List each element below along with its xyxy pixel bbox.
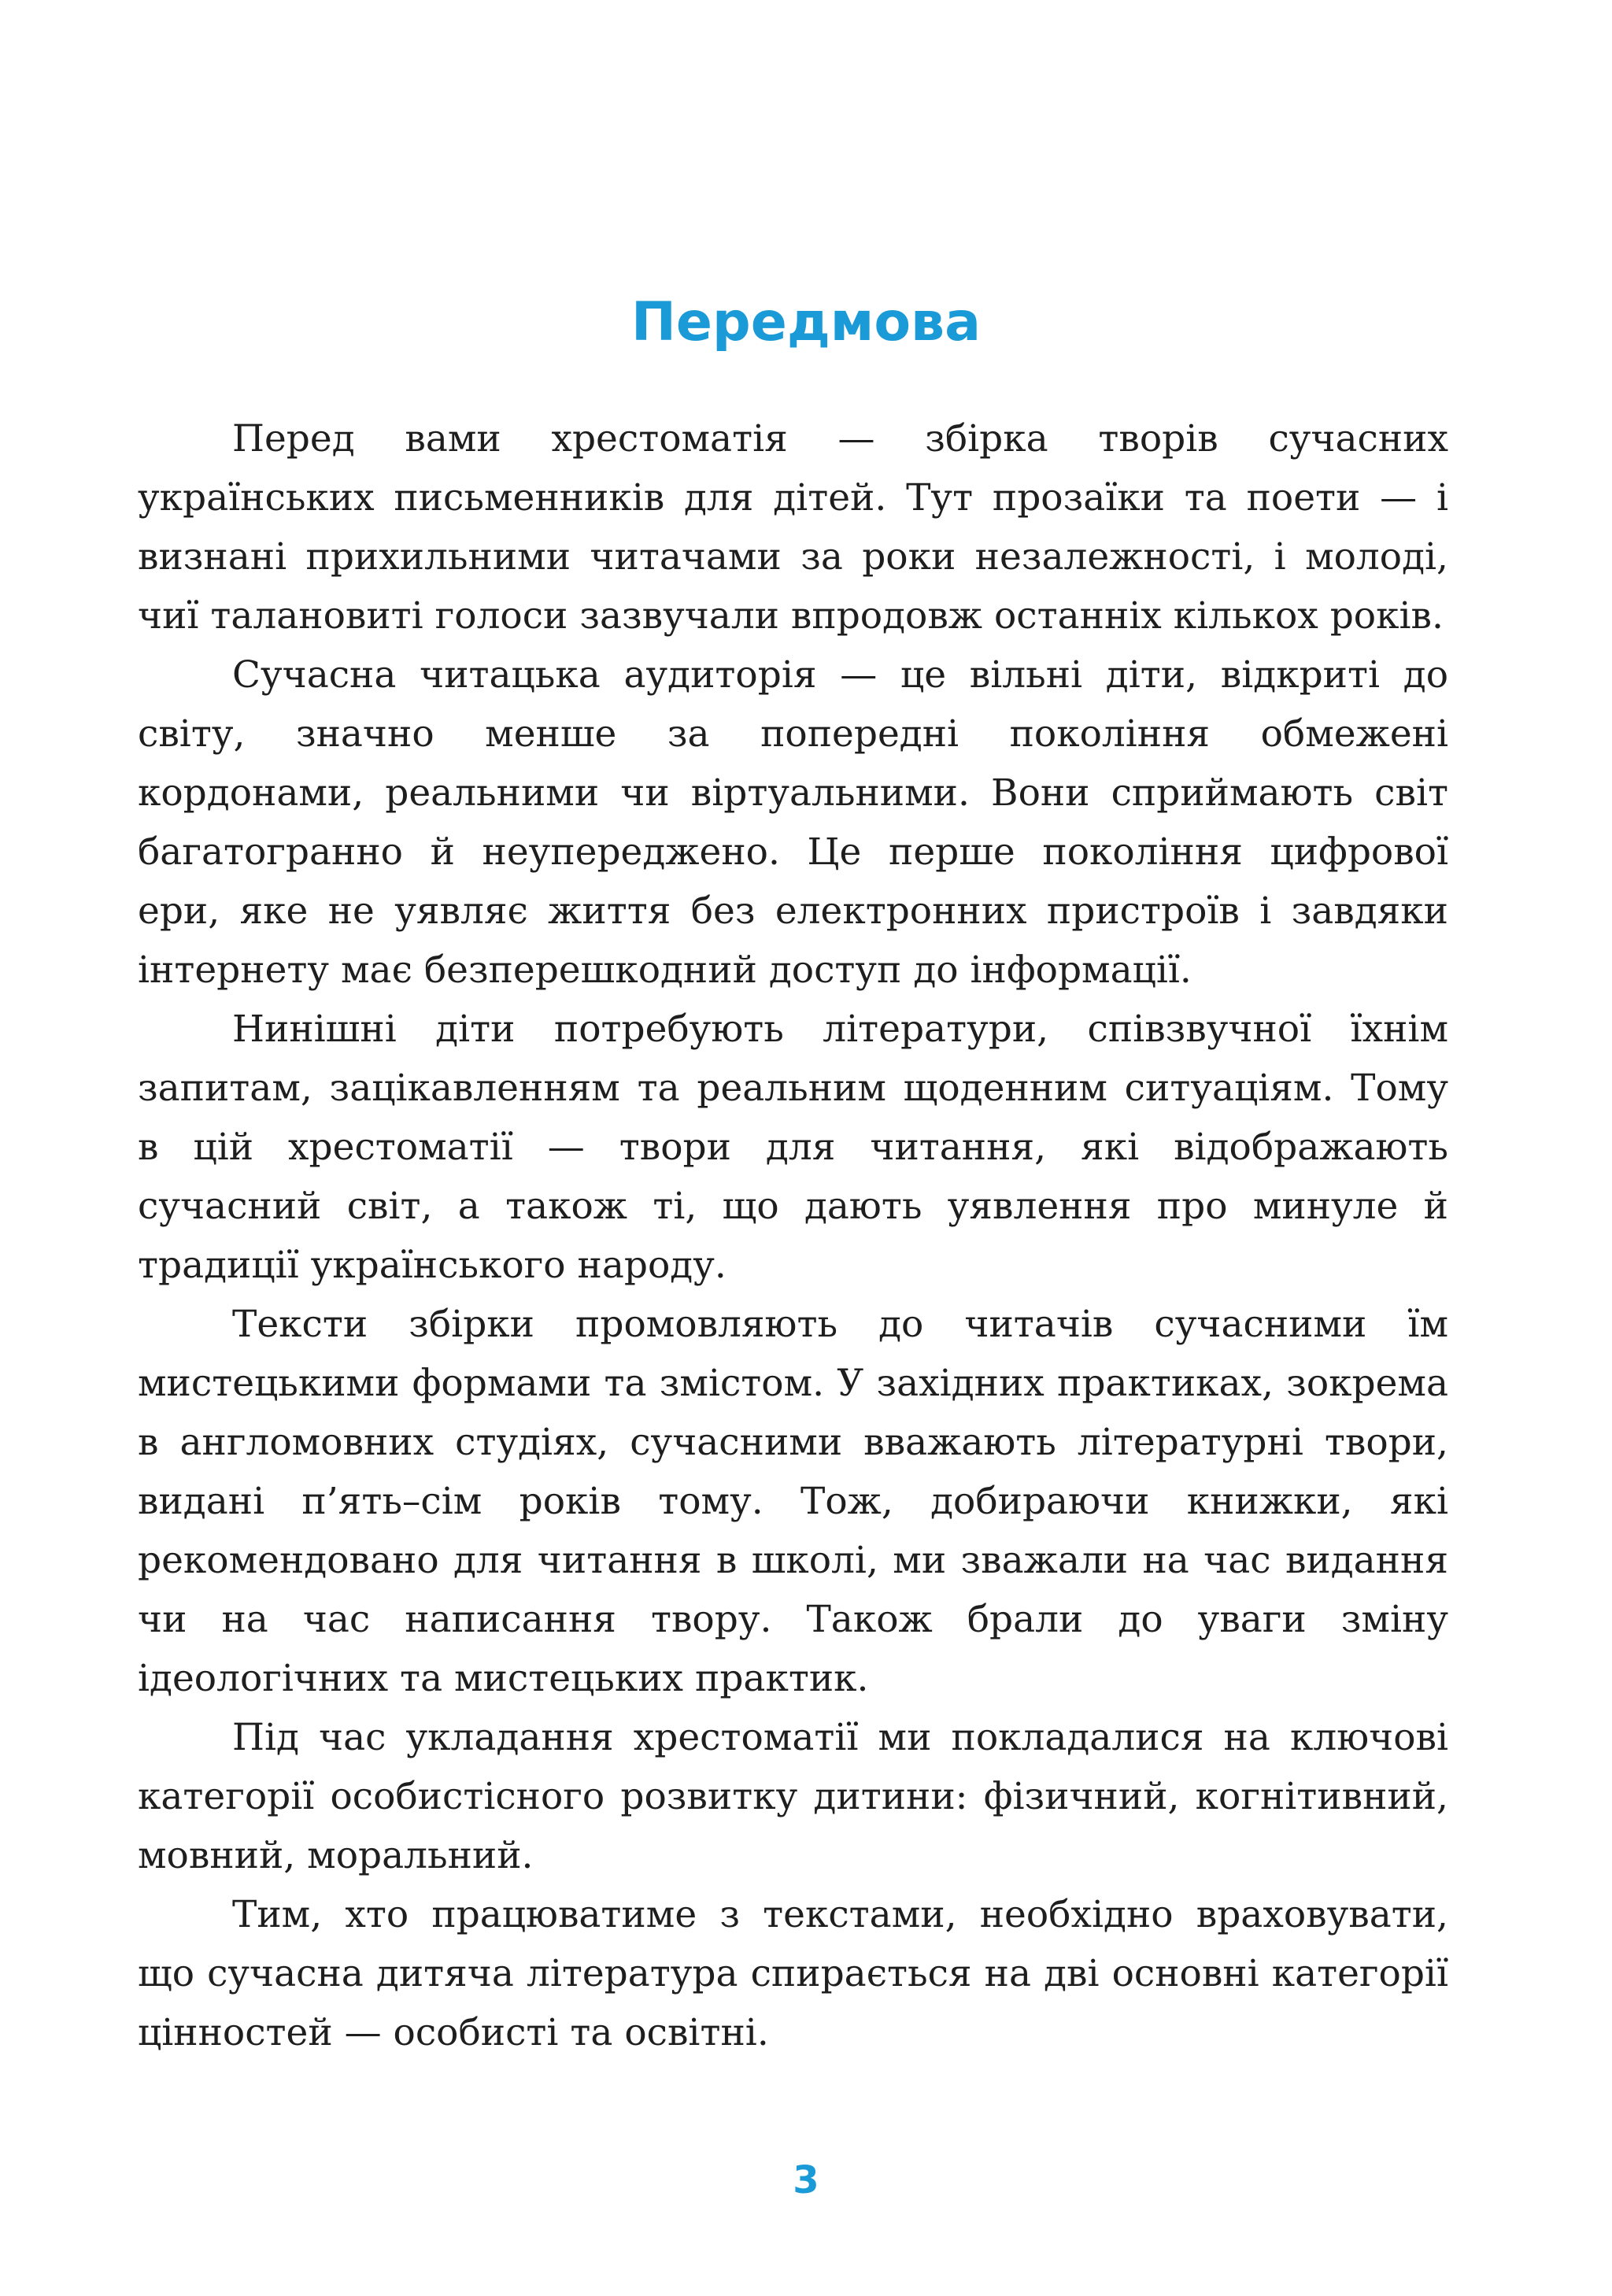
paragraph: Перед вами хрестоматія — збірка творів сучасних українських письменників для дітей. Тут прозаїки та поети — і визнані прихильними читачами за роки незалежності, і молоді, чиї талановиті голоси зазвучали впродовж останніх кількох років. [138, 417, 1448, 638]
paragraph: Тим, хто працюватиме з текстами, необхідно враховувати, що сучасна дитяча література спирається на дві основні категорії цінностей — особисті та освітні. [138, 1893, 1448, 2054]
preface-body [138, 409, 1448, 2062]
page-number: 3 [793, 2158, 819, 2202]
paragraph: Під час укладання хрестоматії ми покладалися на ключові категорії особистісного розвитку дитини: фізичний, когнітивний, мовний, моральний. [138, 1716, 1448, 1877]
paragraph: Сучасна читацька аудиторія — це вільні діти, відкриті до світу, значно менше за попередні покоління обмежені кордонами, реальними чи віртуальними. Вони сприймають світ багатогранно й неупереджено. Це перше покоління цифрової ери, яке не уявляє життя без електронних пристроїв і завдяки інтернету має безперешкодний доступ до інформації. [138, 653, 1448, 992]
paragraph: Нинішні діти потребують літератури, співзвучної їхнім запитам, зацікавленням та реальним щоденним ситуаціям. Тому в цій хрестоматії — твори для читання, які відображають сучасний світ, а також ті, що дають уявлення про минуле й традиції українського народу. [138, 1008, 1448, 1287]
page-title: Передмова [631, 291, 981, 353]
paragraph: Тексти збірки промовляють до читачів сучасними їм мистецькими формами та змістом. У західних практиках, зокрема в англомовних студіях, сучасними вважають літературні твори, видані п’ять–сім років тому. Тож, добираючи книжки, які рекомендовано для читання в школі, ми зважали на час видання чи на час написання твору. Також брали до уваги зміну ідеологічних та мистецьких практик. [138, 1303, 1448, 1700]
